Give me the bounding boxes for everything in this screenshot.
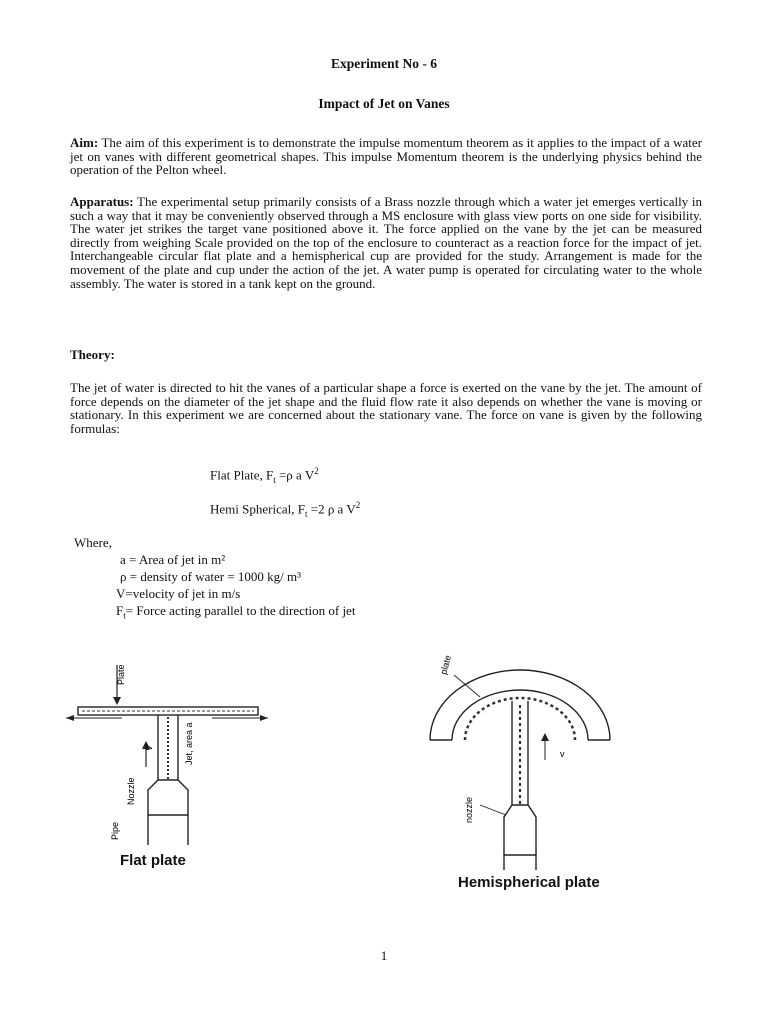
hemi-nozzle-label: nozzle: [464, 796, 474, 823]
hemispherical-plate-caption: Hemispherical plate: [458, 874, 600, 891]
flat-nozzle-label: Nozzle: [126, 777, 136, 805]
flat-velocity-label: V: [144, 744, 154, 751]
experiment-heading: Experiment No - 6: [330, 56, 438, 71]
theory-label: Theory:: [70, 347, 115, 362]
apparatus-paragraph: [70, 195, 702, 290]
hemispherical-formula: Hemi Spherical, $F_t =2$ ρ a $V^2$: [210, 500, 361, 519]
theory-heading: [70, 348, 702, 362]
flat-plate-diagram: [62, 655, 272, 845]
flat-plate-label: Plate: [116, 664, 126, 685]
where-area: a = Area of jet in m²: [120, 552, 226, 567]
apparatus-text: The experimental setup primarily consists of a Brass nozzle through which a water jet emerges vertically in such a way that it may be conveniently observed through a MS enclosure with glass view ports on one side for visibility. The water jet strikes the target vane positioned above it. The force applied on the vane by the jet can be measured directly from weighing Scale provided on the top of the enclosure to counteract as a reaction force for the impact of jet. Interchangeable circular flat plate and a hemispherical cup are provided for the study. Arrangement is made for the movement of the plate and cup under the action of the jet. A water pump is operated for circulating water to the whole assembly. The water is stored in a tank kept on the ground.: [70, 194, 702, 291]
flat-pipe-label: Pipe: [110, 821, 120, 840]
apparatus-label: Apparatus:: [70, 194, 134, 209]
flat-plate-formula: Flat Plate, $F_t =\rho$ a $V^2$: [210, 466, 319, 485]
hemispherical-plate-diagram: [420, 645, 620, 870]
where-force: $F_t=$ Force acting parallel to the direction of jet: [116, 603, 356, 621]
where-velocity: V=velocity of jet in m/s: [116, 586, 241, 601]
flat-jet-label: Jet, area a: [184, 722, 194, 765]
page-number: 1: [380, 948, 388, 963]
where-label: Where,: [74, 535, 112, 550]
where-density: ρ = density of water = 1000 kg/ m³: [120, 569, 302, 584]
aim-paragraph: [70, 136, 702, 177]
experiment-subheading: Impact of Jet on Vanes: [318, 96, 450, 111]
aim-text: The aim of this experiment is to demonstrate the impulse momentum theorem as it applies to the impact of a water jet on vanes with different geometrical shapes. This impulse Momentum theorem is the underlying physics behind the operation of the Pelton wheel.: [70, 135, 702, 178]
hemi-velocity-label: v: [560, 749, 565, 759]
aim-label: Aim:: [70, 135, 99, 150]
flat-plate-caption: Flat plate: [120, 852, 186, 869]
hemi-plate-label: plate: [438, 654, 453, 676]
theory-paragraph: The jet of water is directed to hit the vanes of a particular shape a force is exerted on the vane by the jet. The amount of force depends on the diameter of the jet shape and the fluid flow rate it also depends on whether the vane is moving or stationary. In this experiment we are concerned about the stationary vane. The force on vane is given by the following formulas:: [70, 380, 702, 436]
